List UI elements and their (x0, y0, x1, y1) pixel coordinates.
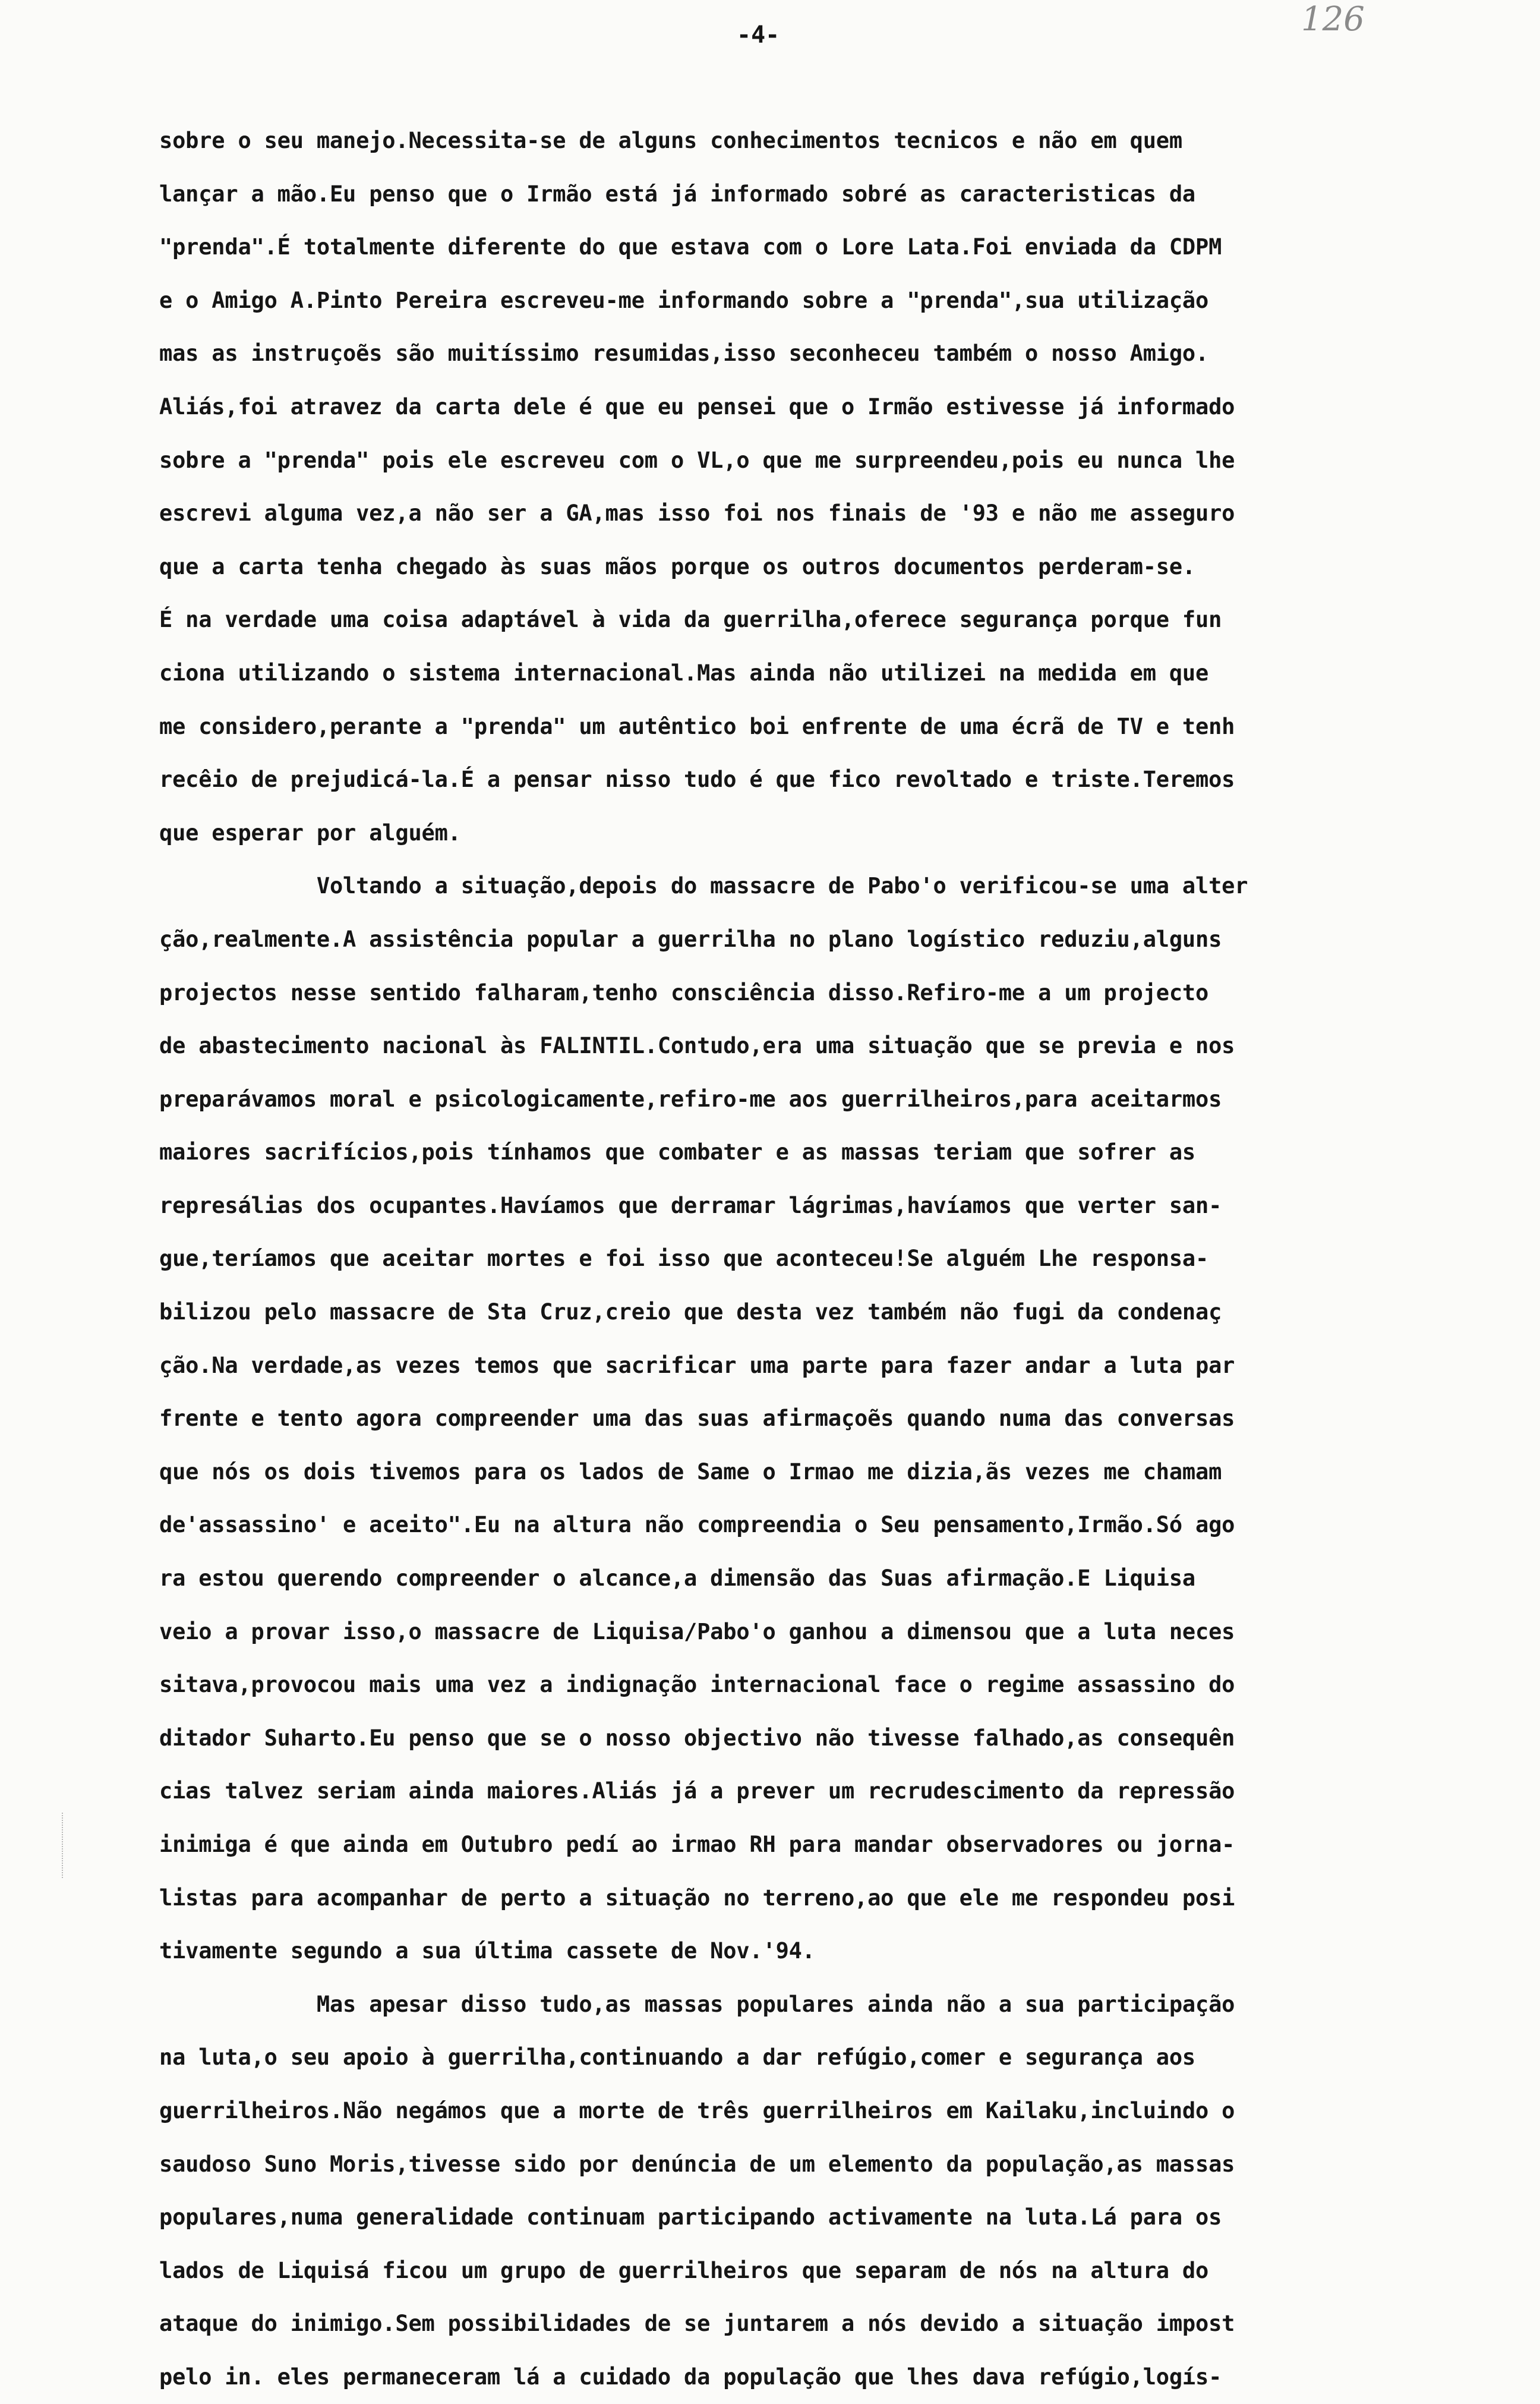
text-line: que nós os dois tivemos para os lados de Same o Irmao me dizia,ãs vezes me chamam (159, 1458, 1222, 1485)
text-line: populares,numa generalidade continuam participando activamente na luta.Lá para os (159, 2204, 1222, 2230)
text-line: Aliás,foi atravez da carta dele é que eu pensei que o Irmão estivesse já informado (159, 393, 1235, 420)
text-line: preparávamos moral e psicologicamente,refiro-me aos guerrilheiros,para aceitarmos (159, 1086, 1222, 1112)
text-line: ção.Na verdade,as vezes temos que sacrificar uma parte para fazer andar a luta par (159, 1352, 1235, 1378)
text-line: que a carta tenha chegado às suas mãos porque os outros documentos perderam-se. (159, 553, 1195, 579)
text-line: guerrilheiros.Não negámos que a morte de três guerrilheiros em Kailaku,incluindo o (159, 2097, 1235, 2123)
page-number: -4- (737, 21, 780, 49)
text-line: ra estou querendo compreender o alcance,a dimensão das Suas afirmação.E Liquisa (159, 1565, 1195, 1592)
text-line: e o Amigo A.Pinto Pereira escreveu-me informando sobre a "prenda",sua utilização (159, 287, 1209, 313)
text-line: bilizou pelo massacre de Sta Cruz,creio que desta vez também não fugi da condenaç (159, 1299, 1222, 1325)
text-line: ditador Suharto.Eu penso que se o nosso objectivo não tivesse falhado,as consequên (159, 1725, 1235, 1751)
text-line: tivamente segundo a sua última cassete de Nov.'94. (159, 1938, 815, 1964)
text-line: sitava,provocou mais uma vez a indignação internacional face o regime assassino do (159, 1672, 1235, 1698)
text-line: ção,realmente.A assistência popular a guerrilha no plano logístico reduziu,alguns (159, 926, 1222, 952)
text-line: projectos nesse sentido falharam,tenho consciência disso.Refiro-me a um projecto (159, 979, 1209, 1006)
text-line: ciona utilizando o sistema internacional.Mas ainda não utilizei na medida em que (159, 660, 1209, 686)
text-line: de'assassino' e aceito".Eu na altura não compreendia o Seu pensamento,Irmão.Só ago (159, 1512, 1235, 1538)
text-line: escrevi alguma vez,a não ser a GA,mas isso foi nos finais de '93 e não me asseguro (159, 500, 1235, 527)
handwritten-page-annotation: 126 (1301, 0, 1365, 39)
text-line: ataque do inimigo.Sem possibilidades de se juntarem a nós devido a situação impost (159, 2311, 1235, 2337)
text-line: pelo in. eles permaneceram lá a cuidado da população que lhes dava refúgio,logís- (159, 2364, 1222, 2390)
text-line: "prenda".É totalmente diferente do que estava com o Lore Lata.Foi enviada da CDPM (159, 234, 1222, 260)
text-line: mas as instruçoẽs são muitíssimo resumidas,isso seconheceu também o nosso Amigo. (159, 341, 1209, 367)
text-line: represálias dos ocupantes.Havíamos que derramar lágrimas,havíamos que verter san- (159, 1192, 1222, 1218)
typed-letter-body (159, 114, 1383, 2404)
text-line: recêio de prejudicá-la.É a pensar nisso tudo é que fico revoltado e triste.Teremos (159, 767, 1235, 793)
text-line: gue,teríamos que aceitar mortes e foi isso que aconteceu!Se alguém Lhe responsa- (159, 1246, 1209, 1272)
text-line: lados de Liquisá ficou um grupo de guerrilheiros que separam de nós na altura do (159, 2257, 1209, 2283)
text-line: maiores sacrifícios,pois tínhamos que combater e as massas teriam que sofrer as (159, 1139, 1195, 1165)
text-line: veio a provar isso,o massacre de Liquisa/Pabo'o ganhou a dimensou que a luta neces (159, 1618, 1235, 1644)
margin-mark (62, 1813, 65, 1878)
text-line: na luta,o seu apoio à guerrilha,continuando a dar refúgio,comer e segurança aos (159, 2044, 1195, 2071)
text-line: sobre a "prenda" pois ele escreveu com o VL,o que me surpreendeu,pois eu nunca lhe (159, 447, 1235, 473)
text-line: É na verdade uma coisa adaptável à vida da guerrilha,oferece segurança porque fun (159, 607, 1222, 633)
text-line: saudoso Suno Moris,tivesse sido por denúncia de um elemento da população,as massas (159, 2151, 1235, 2177)
text-line: cias talvez seriam ainda maiores.Aliás já a prever um recrudescimento da repressão (159, 1778, 1235, 1804)
text-line: frente e tento agora compreender uma das suas afirmaçoẽs quando numa das conversas (159, 1406, 1235, 1432)
text-line: sobre o seu manejo.Necessita-se de alguns conhecimentos tecnicos e não em quem (159, 128, 1182, 153)
text-line: lançar a mão.Eu penso que o Irmão está já informado sobré as caracteristicas da (159, 181, 1195, 207)
text-line: me considero,perante a "prenda" um autêntico boi enfrente de uma écrã de TV e tenh (159, 713, 1235, 739)
text-line: que esperar por alguém. (159, 820, 461, 846)
text-line: Voltando a situação,depois do massacre de Pabo'o verificou-se uma alter (159, 873, 1248, 899)
text-line: Mas apesar disso tudo,as massas populares ainda não a sua participação (159, 1991, 1235, 2017)
text-line: inimiga é que ainda em Outubro pedí ao irmao RH para mandar observadores ou jorna- (159, 1832, 1235, 1857)
text-line: de abastecimento nacional às FALINTIL.Contudo,era uma situação que se previa e nos (159, 1033, 1235, 1059)
text-line: listas para acompanhar de perto a situação no terreno,ao que ele me respondeu posi (159, 1885, 1235, 1911)
